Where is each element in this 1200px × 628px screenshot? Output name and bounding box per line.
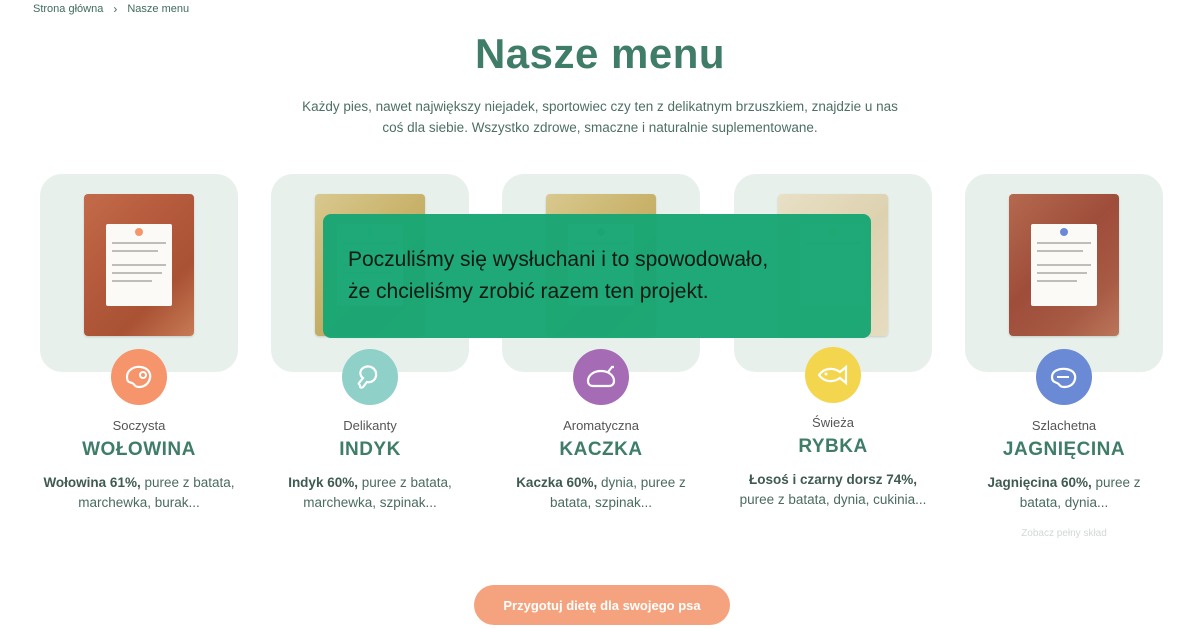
- product-description: [965, 473, 1163, 513]
- lamb-chop-icon: [1036, 349, 1092, 405]
- product-desc-rest: puree z batata,: [357, 475, 452, 490]
- product-package-image: [1009, 194, 1119, 336]
- fish-icon: [805, 347, 861, 403]
- product-image-box: [965, 174, 1163, 372]
- product-card-jagniecina[interactable]: [965, 0, 1165, 628]
- product-package-image: [84, 194, 194, 336]
- product-name: INDYK: [339, 439, 401, 460]
- product-image-box: [40, 174, 238, 372]
- subtitle-line-1: Każdy pies, nawet największy niejadek, sportowiec czy ten z delikatnym brzuszkiem, znajdzie u nas: [302, 99, 898, 114]
- subtitle-line-2: coś dla siebie. Wszystko zdrowe, smaczne i naturalnie suplementowane.: [382, 120, 818, 135]
- product-main-ingredient: Kaczka 60%,: [516, 475, 598, 490]
- product-desc-line2: batata, dynia...: [1019, 495, 1109, 510]
- product-desc-line2: marchewka, szpinak...: [303, 495, 437, 510]
- product-tagline: Delikanty: [343, 418, 397, 433]
- toast-line-2: że chcieliśmy zrobić razem ten projekt.: [348, 280, 709, 303]
- product-desc-line2: marchewka, burak...: [78, 495, 200, 510]
- product-tagline: Soczysta: [112, 418, 166, 433]
- chevron-right-icon: ›: [113, 2, 118, 16]
- product-desc-line2: batata, szpinak...: [549, 495, 653, 510]
- product-desc-rest: dynia, puree z: [597, 475, 686, 490]
- product-description: [502, 473, 700, 513]
- product-description: [40, 473, 238, 513]
- show-full-ingredients-link[interactable]: Zobacz pełny skład: [1021, 528, 1107, 539]
- product-desc-rest: puree z: [1091, 475, 1141, 490]
- product-name: WOŁOWINA: [82, 439, 196, 460]
- product-tagline: Szlachetna: [1031, 418, 1097, 433]
- toast-line-1: Poczuliśmy się wysłuchani i to spowodowało,: [348, 248, 769, 271]
- product-description: [734, 470, 932, 510]
- steak-icon: [111, 349, 167, 405]
- product-tagline: Świeża: [812, 415, 854, 430]
- product-name: KACZKA: [559, 439, 643, 460]
- product-main-ingredient: Łosoś i czarny dorsz 74%,: [748, 472, 918, 487]
- page-title: Nasze menu: [474, 30, 726, 77]
- product-name: JAGNIĘCINA: [1002, 439, 1126, 460]
- breadcrumb-home-link[interactable]: Strona główna: [33, 3, 104, 15]
- product-tagline: Aromatyczna: [563, 418, 639, 433]
- product-desc-rest: puree z batata,: [140, 475, 235, 490]
- product-name: RYBKA: [798, 436, 868, 457]
- roast-duck-icon: [573, 349, 629, 405]
- breadcrumb-current: Nasze menu: [127, 3, 190, 15]
- product-main-ingredient: Jagnięcina 60%,: [987, 475, 1092, 490]
- drumstick-icon: [342, 349, 398, 405]
- prepare-diet-button[interactable]: Przygotuj dietę dla swojego psa: [474, 585, 730, 625]
- product-main-ingredient: Wołowina 61%,: [43, 475, 141, 490]
- toast-message: [323, 214, 871, 338]
- product-description: [271, 473, 469, 513]
- product-main-ingredient: Indyk 60%,: [288, 475, 358, 490]
- product-card-wolowina[interactable]: [40, 0, 240, 628]
- product-desc-line2: puree z batata, dynia, cukinia...: [739, 492, 927, 507]
